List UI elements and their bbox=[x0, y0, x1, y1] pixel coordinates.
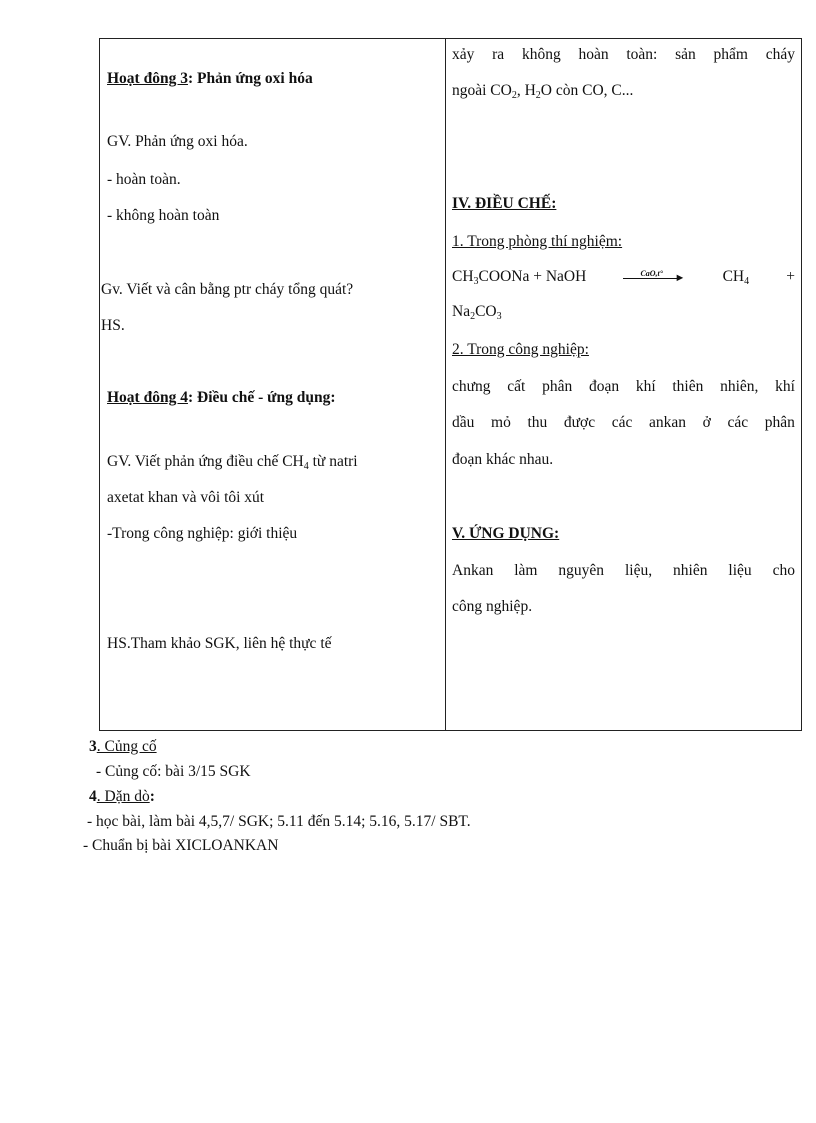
activity-3-title: : Phản ứng oxi hóa bbox=[187, 70, 313, 87]
industry-intro: -Trong công nghiệp: giới thiệu bbox=[107, 525, 298, 542]
incomplete-burn-line: xảy ra không hoàn toàn: sản phẩm cháy bbox=[452, 46, 795, 63]
section-3-number: 3 bbox=[89, 738, 97, 755]
activity-4-label: Hoạt đông 4 bbox=[107, 389, 188, 406]
gv-write-question: Gv. Viết và cân bằng ptr cháy tổng quát? bbox=[101, 281, 354, 298]
industry-line-1: chưng cất phân đoạn khí thiên nhiên, khí bbox=[452, 378, 795, 395]
industry-subtitle: 2. Trong công nghiệp: bbox=[452, 341, 589, 358]
reaction-condition: CaO,t° bbox=[640, 269, 663, 278]
incomplete-item: - không hoàn toàn bbox=[107, 207, 220, 224]
arrow-head-icon: ► bbox=[674, 272, 686, 284]
hs-reference: HS.Tham khảo SGK, liên hệ thực tế bbox=[107, 635, 332, 652]
activity-3-heading bbox=[107, 69, 313, 89]
application-line-2: công nghiệp. bbox=[452, 598, 533, 615]
homework-item: - học bài, làm bài 4,5,7/ SGK; 5.11 đến 5.14; 5.16, 5.17/ SBT. bbox=[87, 813, 471, 830]
axetat-line: axetat khan và vôi tôi xút bbox=[107, 489, 265, 506]
application-line-1: Ankan làm nguyên liệu, nhiên liệu cho bbox=[452, 562, 795, 579]
preparation-equation: $CH_3COONa$ + NaOH CaO,t° ► $CH_4$ + bbox=[452, 267, 795, 287]
section-4-title: IV. ĐIỀU CHẾ: bbox=[452, 195, 557, 212]
complete-item: - hoàn toàn. bbox=[107, 171, 181, 188]
industry-line-2: dầu mỏ thu được các ankan ở các phân bbox=[452, 414, 795, 431]
section-5-title: V. ỨNG DỤNG: bbox=[452, 525, 560, 542]
prepare-item: - Chuẩn bị bài XICLOANKAN bbox=[83, 837, 279, 854]
combustion-products: ngoài $CO_2$, $H_2O$ còn CO, C... bbox=[452, 82, 634, 101]
lesson-table bbox=[99, 38, 802, 731]
hs-answer: HS. bbox=[101, 317, 125, 334]
industry-line-3: đoạn khác nhau. bbox=[452, 451, 554, 468]
section-4-title: . Dặn dò bbox=[96, 788, 150, 805]
section-4-number: 4 bbox=[89, 788, 97, 805]
reaction-arrow bbox=[623, 270, 685, 284]
lab-subtitle: 1. Trong phòng thí nghiệm: bbox=[452, 233, 623, 250]
column-divider bbox=[445, 39, 446, 730]
section-3-title: . Củng cố bbox=[96, 738, 157, 755]
section-4-heading: 4. Dặn dò: bbox=[89, 788, 155, 805]
activity-4-heading bbox=[107, 388, 336, 408]
section-3-heading bbox=[89, 737, 157, 757]
activity-3-label: Hoạt đông 3 bbox=[107, 70, 188, 87]
gv-ch4-task: GV. Viết phản ứng điều chế $CH_4$ từ natri bbox=[107, 453, 358, 472]
sodium-carbonate: $Na_2CO_3$ bbox=[452, 303, 502, 322]
gv-oxidation: GV. Phản ứng oxi hóa. bbox=[107, 133, 248, 150]
section-3-item: - Củng cố: bài 3/15 SGK bbox=[96, 763, 251, 780]
activity-4-title: : Điều chế - ứng dụng: bbox=[187, 389, 336, 406]
